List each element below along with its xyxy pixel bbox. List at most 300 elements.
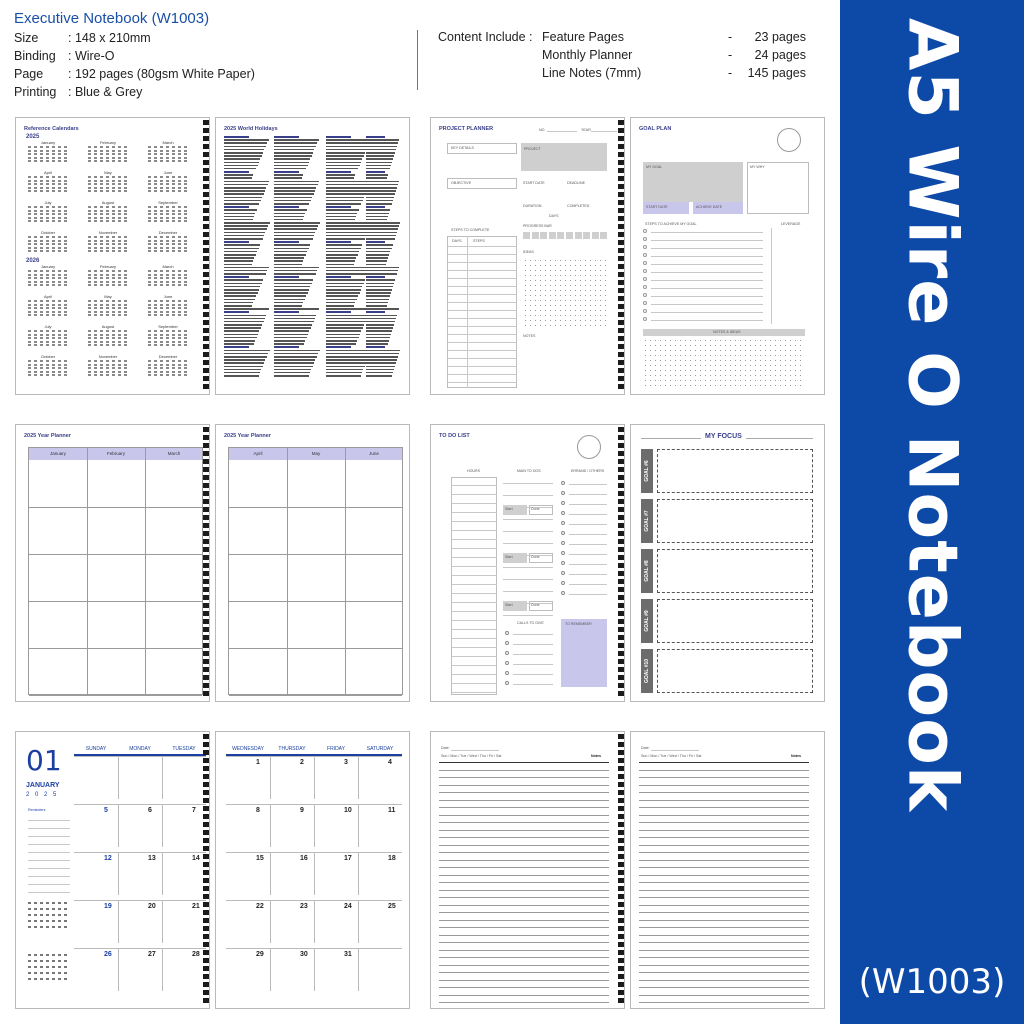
text-line xyxy=(366,177,387,179)
day-mark xyxy=(148,236,151,238)
grid-line xyxy=(145,448,146,694)
day-mark xyxy=(28,334,31,336)
day-mark xyxy=(58,972,61,974)
page-title: PROJECT PLANNER xyxy=(439,126,494,132)
bullet-icon xyxy=(561,511,565,515)
day-mark xyxy=(46,908,49,910)
page-year-planner-q2 xyxy=(215,424,410,702)
day-mark xyxy=(154,220,157,222)
day-mark xyxy=(64,157,67,159)
day-mark xyxy=(112,374,115,376)
text-line xyxy=(366,244,393,246)
wire-hole xyxy=(618,918,624,923)
text-line xyxy=(224,213,255,215)
day-mark xyxy=(46,157,49,159)
day-mark xyxy=(124,311,127,313)
text-line xyxy=(326,248,361,250)
day-mark xyxy=(118,274,121,276)
day-mark xyxy=(154,364,157,366)
day-mark xyxy=(166,344,169,346)
rule-line xyxy=(639,770,809,771)
day-mark xyxy=(112,281,115,283)
rule-line xyxy=(639,822,809,823)
day-mark xyxy=(40,300,43,302)
text-line xyxy=(326,149,366,151)
day-mark xyxy=(166,236,169,238)
day-mark xyxy=(124,176,127,178)
day-mark xyxy=(46,330,49,332)
day-mark xyxy=(58,210,61,212)
day-mark xyxy=(160,206,163,208)
day-mark xyxy=(106,176,109,178)
errand-line xyxy=(569,564,607,565)
day-mark xyxy=(178,176,181,178)
bullet-icon xyxy=(643,293,647,297)
day-mark xyxy=(88,344,91,346)
day-mark xyxy=(46,180,49,182)
wire-hole xyxy=(618,344,624,349)
day-mark xyxy=(178,210,181,212)
wire-hole xyxy=(618,611,624,616)
day-mark xyxy=(46,236,49,238)
step-line xyxy=(447,310,517,311)
day-mark xyxy=(106,274,109,276)
day-mark xyxy=(106,153,109,155)
goal-label: GOAL #10 xyxy=(644,658,650,684)
wire-hole xyxy=(618,232,624,237)
day-mark xyxy=(40,277,43,279)
todo-line xyxy=(503,543,553,544)
month-year: 2 0 2 5 xyxy=(26,792,59,798)
text-line xyxy=(326,136,351,138)
day-mark xyxy=(94,240,97,242)
day-mark xyxy=(58,206,61,208)
day-mark xyxy=(154,160,157,162)
text-line xyxy=(274,136,299,138)
day-mark xyxy=(172,153,175,155)
day-mark xyxy=(64,146,67,148)
grid-line xyxy=(29,554,202,555)
month-label: September xyxy=(158,200,178,205)
day-mark xyxy=(34,180,37,182)
rule-line xyxy=(439,950,609,951)
day-mark xyxy=(124,146,127,148)
day-mark xyxy=(100,284,103,286)
reminders-label: Reminders xyxy=(28,808,46,812)
day-mark xyxy=(46,277,49,279)
day-mark xyxy=(28,367,31,369)
day-mark xyxy=(28,307,31,309)
text-line xyxy=(326,276,351,278)
day-mark xyxy=(88,274,91,276)
day-mark xyxy=(100,213,103,215)
day-number: 30 xyxy=(300,951,308,958)
text-line xyxy=(366,216,388,218)
text-line xyxy=(274,302,303,304)
bullet-icon xyxy=(643,237,647,241)
day-mark xyxy=(160,284,163,286)
text-line xyxy=(274,321,314,323)
text-line xyxy=(274,292,308,294)
reminder-line xyxy=(28,852,70,853)
text-line xyxy=(274,289,309,291)
day-grid xyxy=(146,270,190,286)
day-mark xyxy=(52,243,55,245)
day-mark xyxy=(64,243,67,245)
day-mark xyxy=(118,146,121,148)
day-mark xyxy=(46,341,49,343)
day-mark xyxy=(40,210,43,212)
wire-hole xyxy=(618,475,624,480)
day-mark xyxy=(34,360,37,362)
day-mark xyxy=(178,284,181,286)
day-mark xyxy=(160,277,163,279)
text-line xyxy=(326,340,357,342)
day-mark xyxy=(94,360,97,362)
day-header: THURSDAY xyxy=(278,746,306,752)
text-line xyxy=(366,174,388,176)
day-mark xyxy=(112,160,115,162)
day-mark xyxy=(52,960,55,962)
wire-hole xyxy=(618,248,624,253)
todo-line xyxy=(503,591,553,592)
day-mark xyxy=(184,337,187,339)
day-mark xyxy=(148,284,151,286)
day-mark xyxy=(58,330,61,332)
text-line xyxy=(366,136,385,138)
content-count: 24 pages xyxy=(754,48,806,62)
page-title: TO DO LIST xyxy=(439,433,470,439)
text-line xyxy=(224,197,262,199)
rule-line xyxy=(639,860,809,861)
wire-hole xyxy=(203,168,209,173)
day-mark xyxy=(172,341,175,343)
call-line xyxy=(513,654,553,655)
day-mark xyxy=(118,217,121,219)
day-mark xyxy=(64,250,67,252)
text-line xyxy=(224,200,261,202)
wire-hole xyxy=(618,926,624,931)
goal-line xyxy=(651,320,763,321)
month-header: March xyxy=(167,451,181,456)
day-mark xyxy=(106,183,109,185)
day-mark xyxy=(88,270,91,272)
day-mark xyxy=(184,160,187,162)
page-my-focus xyxy=(630,424,825,702)
text-line xyxy=(366,168,390,170)
day-mark xyxy=(178,250,181,252)
wire-hole xyxy=(203,160,209,165)
text-line xyxy=(274,359,315,361)
wire-hole xyxy=(203,443,209,448)
day-mark xyxy=(100,206,103,208)
text-line xyxy=(326,168,358,170)
day-mark xyxy=(34,217,37,219)
day-mark xyxy=(28,183,31,185)
day-mark xyxy=(52,176,55,178)
day-mark xyxy=(154,344,157,346)
wire-hole xyxy=(203,926,209,931)
day-grid xyxy=(26,206,70,222)
step-line xyxy=(447,254,517,255)
goal-label: GOAL #9 xyxy=(644,610,650,632)
day-mark xyxy=(178,304,181,306)
grid-line xyxy=(314,949,315,991)
day-mark xyxy=(160,213,163,215)
day-mark xyxy=(112,307,115,309)
day-mark xyxy=(46,160,49,162)
text-line xyxy=(224,337,257,339)
day-mark xyxy=(178,270,181,272)
wire-hole xyxy=(618,523,624,528)
rule-line xyxy=(639,852,809,853)
goal-line xyxy=(651,248,763,249)
errand-line xyxy=(569,514,607,515)
page-month-left xyxy=(15,731,210,1009)
rule-line xyxy=(439,942,609,943)
rule-line xyxy=(639,980,809,981)
day-mark xyxy=(172,217,175,219)
rule-line xyxy=(439,815,609,816)
day-mark xyxy=(40,217,43,219)
text-line xyxy=(224,292,258,294)
rule-line xyxy=(639,792,809,793)
text-line xyxy=(274,181,319,183)
day-mark xyxy=(94,180,97,182)
day-mark xyxy=(118,187,121,189)
wire-hole xyxy=(618,483,624,488)
day-mark xyxy=(100,337,103,339)
day-mark xyxy=(100,153,103,155)
day-mark xyxy=(28,160,31,162)
text-line xyxy=(366,375,392,377)
day-mark xyxy=(58,157,61,159)
grid-line xyxy=(118,853,119,895)
day-mark xyxy=(58,153,61,155)
bullet-icon xyxy=(561,581,565,585)
day-mark xyxy=(184,180,187,182)
day-number: 1 xyxy=(256,759,260,766)
rule-line xyxy=(439,785,609,786)
wire-hole xyxy=(618,515,624,520)
wire-hole xyxy=(618,563,624,568)
month-number: 01 xyxy=(26,744,62,777)
day-grid xyxy=(86,300,130,316)
wire-hole xyxy=(203,782,209,787)
text-line xyxy=(224,181,269,183)
text-line xyxy=(326,187,368,189)
wire-hole xyxy=(618,328,624,333)
day-mark xyxy=(106,210,109,212)
day-mark xyxy=(166,210,169,212)
text-line xyxy=(224,228,267,230)
day-mark xyxy=(172,176,175,178)
bullet-icon xyxy=(561,501,565,505)
wire-hole xyxy=(618,312,624,317)
day-mark xyxy=(28,344,31,346)
wire-hole xyxy=(618,998,624,1003)
day-mark xyxy=(94,367,97,369)
day-mark xyxy=(106,281,109,283)
day-mark xyxy=(34,920,37,922)
day-mark xyxy=(64,160,67,162)
day-mark xyxy=(106,250,109,252)
day-mark xyxy=(58,183,61,185)
day-mark xyxy=(184,236,187,238)
text-line xyxy=(366,248,392,250)
page-title: 2025 Year Planner xyxy=(224,433,271,439)
day-mark xyxy=(154,284,157,286)
day-mark xyxy=(184,304,187,306)
day-mark xyxy=(154,300,157,302)
text-line xyxy=(326,222,372,224)
day-mark xyxy=(154,187,157,189)
day-mark xyxy=(160,307,163,309)
day-mark xyxy=(100,330,103,332)
day-mark xyxy=(64,183,67,185)
wire-hole xyxy=(203,152,209,157)
day-mark xyxy=(40,176,43,178)
day-mark xyxy=(28,966,31,968)
text-line xyxy=(274,168,306,170)
day-mark xyxy=(52,277,55,279)
day-mark xyxy=(46,902,49,904)
text-line xyxy=(274,346,299,348)
day-mark xyxy=(166,220,169,222)
day-mark xyxy=(154,360,157,362)
day-number: 19 xyxy=(104,903,112,910)
text-line xyxy=(224,356,267,358)
text-line xyxy=(224,334,258,336)
day-mark xyxy=(100,190,103,192)
day-mark xyxy=(178,217,181,219)
goal-box xyxy=(657,649,813,693)
day-mark xyxy=(160,150,163,152)
day-mark xyxy=(64,187,67,189)
day-mark xyxy=(28,978,31,980)
day-mark xyxy=(100,367,103,369)
day-mark xyxy=(52,966,55,968)
day-mark xyxy=(184,213,187,215)
wire-hole xyxy=(618,766,624,771)
rule-line xyxy=(639,882,809,883)
text-line xyxy=(274,241,299,243)
day-mark xyxy=(166,311,169,313)
day-number: 20 xyxy=(148,903,156,910)
text-line xyxy=(326,362,366,364)
day-mark xyxy=(28,284,31,286)
grid-line xyxy=(118,901,119,943)
day-mark xyxy=(166,341,169,343)
day-mark xyxy=(58,341,61,343)
day-mark xyxy=(178,183,181,185)
day-mark xyxy=(64,190,67,192)
text-line xyxy=(274,225,318,227)
day-mark xyxy=(34,337,37,339)
text-line xyxy=(274,139,319,141)
day-mark xyxy=(34,978,37,980)
todo-line xyxy=(503,483,553,484)
text-line xyxy=(224,241,249,243)
text-line xyxy=(326,241,351,243)
day-mark xyxy=(118,374,121,376)
day-mark xyxy=(64,364,67,366)
year-planner-grid xyxy=(28,447,203,695)
month-label: July xyxy=(44,200,52,205)
grid-line xyxy=(287,448,288,694)
day-mark xyxy=(178,187,181,189)
day-mark xyxy=(106,334,109,336)
wire-hole xyxy=(618,651,624,656)
day-mark xyxy=(178,190,181,192)
day-mark xyxy=(124,213,127,215)
day-mark xyxy=(46,250,49,252)
day-mark xyxy=(88,153,91,155)
text-line xyxy=(326,353,370,355)
day-number: 18 xyxy=(388,855,396,862)
page-title: 2025 Year Planner xyxy=(24,433,71,439)
day-mark xyxy=(94,247,97,249)
day-mark xyxy=(40,341,43,343)
day-mark xyxy=(34,190,37,192)
wire-hole xyxy=(203,691,209,696)
hour-line xyxy=(451,647,497,648)
day-mark xyxy=(40,157,43,159)
day-mark xyxy=(112,337,115,339)
wire-hole xyxy=(618,120,624,125)
day-mark xyxy=(160,210,163,212)
day-mark xyxy=(58,247,61,249)
text-line xyxy=(224,308,269,310)
text-line xyxy=(326,152,365,154)
text-line xyxy=(326,232,367,234)
day-mark xyxy=(64,240,67,242)
hour-line xyxy=(451,548,497,549)
text-line xyxy=(224,168,256,170)
wire-hole xyxy=(203,475,209,480)
goal-tab xyxy=(641,549,653,593)
day-mark xyxy=(118,304,121,306)
holiday-column xyxy=(224,136,270,378)
text-line xyxy=(366,318,396,320)
day-mark xyxy=(28,314,31,316)
day-mark xyxy=(118,330,121,332)
wire-hole xyxy=(203,878,209,883)
wire-hole xyxy=(203,483,209,488)
day-mark xyxy=(178,374,181,376)
day-mark xyxy=(112,183,115,185)
day-mark xyxy=(28,243,31,245)
grid-line xyxy=(74,804,206,805)
year-planner-grid xyxy=(228,447,403,695)
wire-hole xyxy=(203,595,209,600)
day-mark xyxy=(148,150,151,152)
day-number: 13 xyxy=(148,855,156,862)
todo-line xyxy=(503,567,553,568)
day-mark xyxy=(58,902,61,904)
month-header: April xyxy=(253,451,263,456)
day-mark xyxy=(100,217,103,219)
day-mark xyxy=(58,284,61,286)
mini-calendar xyxy=(86,354,130,392)
bullet-icon xyxy=(561,481,565,485)
day-mark xyxy=(160,311,163,313)
text-line xyxy=(224,260,253,262)
day-mark xyxy=(148,183,151,185)
day-mark xyxy=(34,150,37,152)
day-mark xyxy=(124,367,127,369)
day-mark xyxy=(100,281,103,283)
